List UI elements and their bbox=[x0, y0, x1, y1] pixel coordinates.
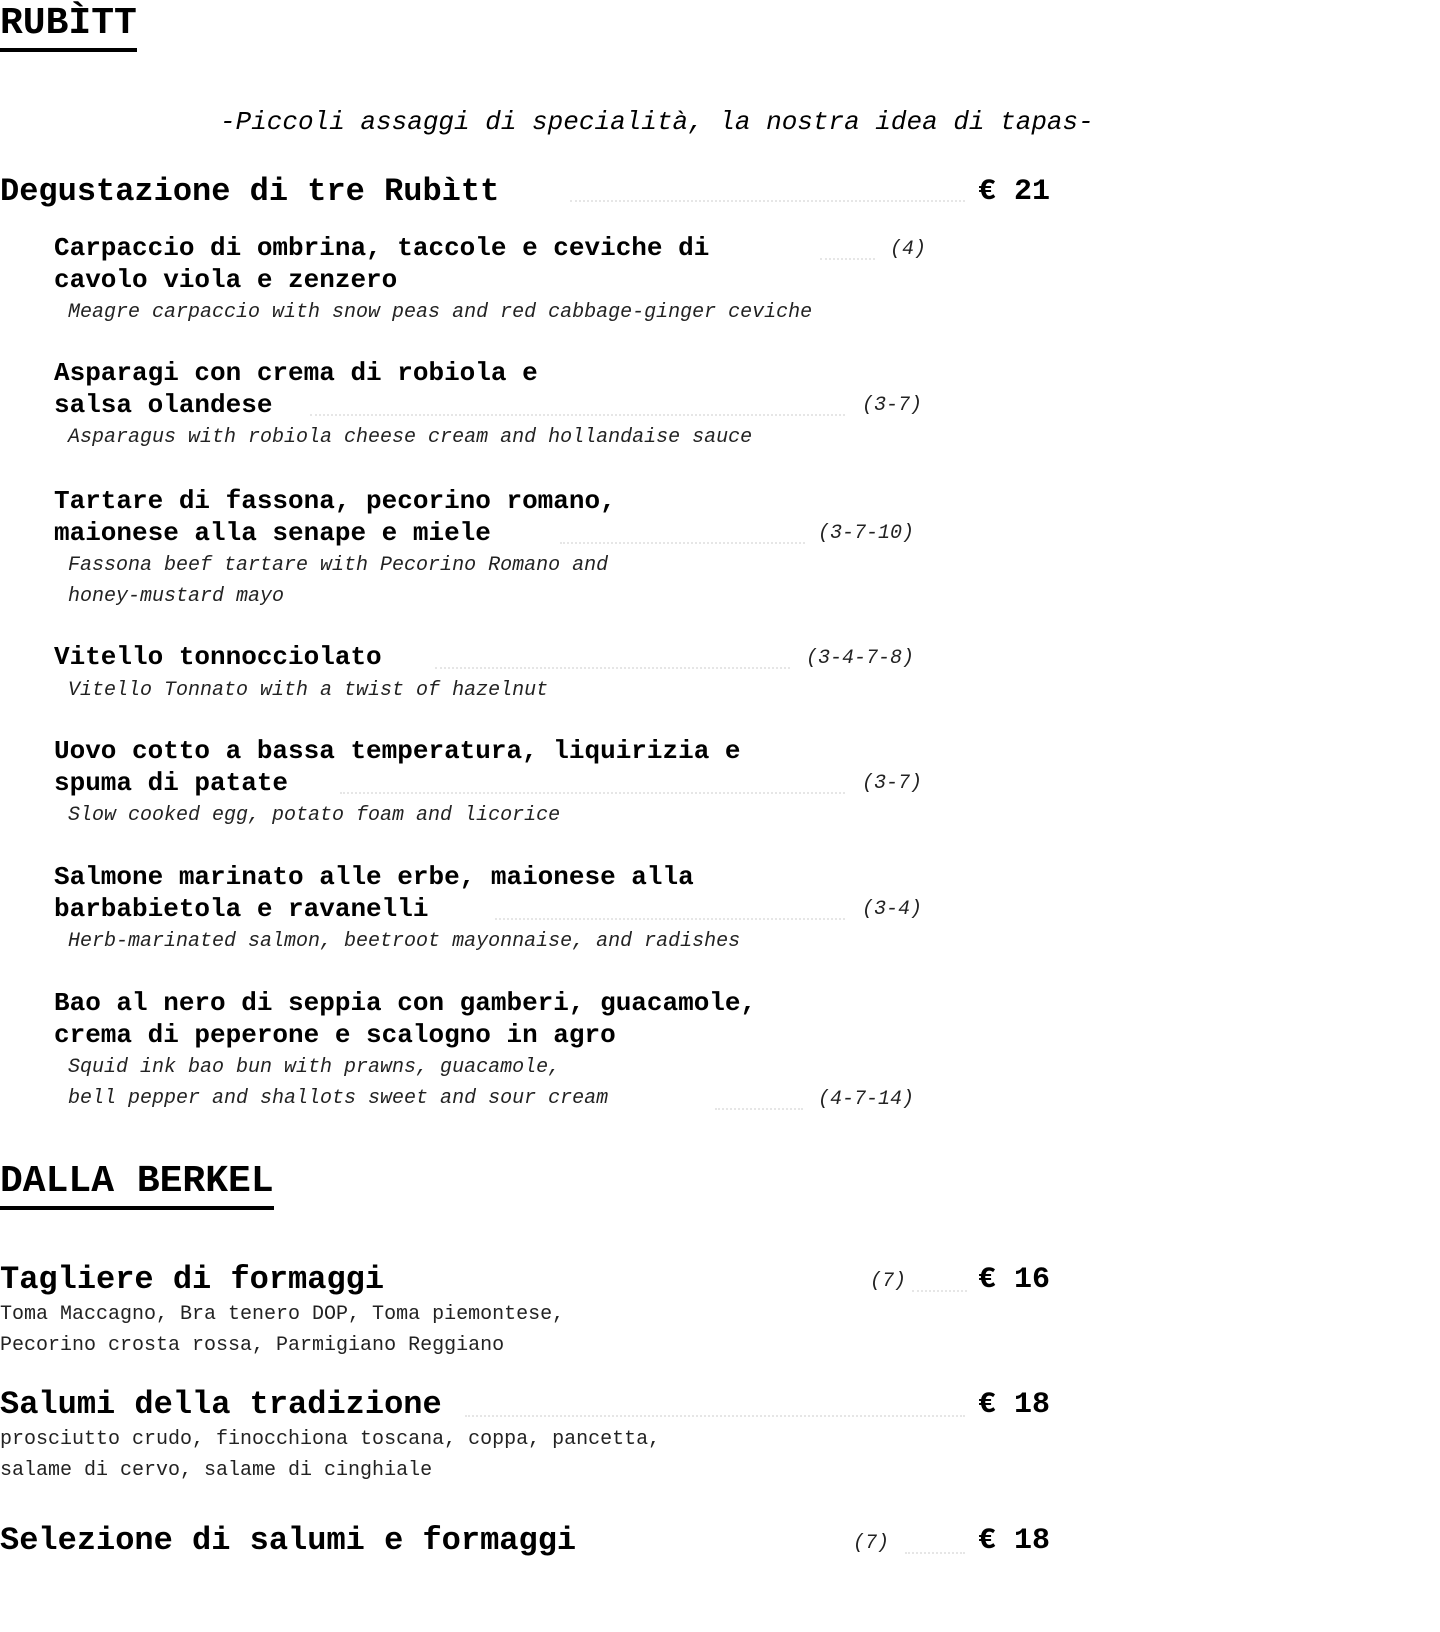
dot-leader bbox=[905, 1552, 965, 1554]
dish-name: barbabietola e ravanelli bbox=[54, 894, 429, 924]
dish-allergens: (3-7) bbox=[862, 772, 923, 795]
dish-allergens: (4-7-14) bbox=[818, 1088, 915, 1111]
berkel-item-desc: prosciutto crudo, finocchiona toscana, coppa, pancetta, bbox=[0, 1428, 661, 1451]
dish-english: Slow cooked egg, potato foam and licorice bbox=[68, 804, 561, 827]
dish-english: Herb-marinated salmon, beetroot mayonnaise, and radishes bbox=[68, 930, 741, 953]
dish-allergens: (3-4-7-8) bbox=[806, 647, 915, 670]
dish-english: bell pepper and shallots sweet and sour cream bbox=[68, 1087, 609, 1110]
dish-allergens: (3-7-10) bbox=[818, 522, 915, 545]
dish-name: salsa olandese bbox=[54, 390, 273, 420]
tasting-title: Degustazione di tre Rubìtt bbox=[0, 173, 500, 210]
dish-allergens: (3-7) bbox=[862, 394, 923, 417]
berkel-item-allergens: (7) bbox=[853, 1532, 890, 1555]
dish-english: Squid ink bao bun with prawns, guacamole, bbox=[68, 1056, 561, 1079]
dot-leader bbox=[465, 1415, 965, 1417]
berkel-item-name: Selezione di salumi e formaggi bbox=[0, 1522, 577, 1559]
dot-leader bbox=[495, 918, 845, 920]
dish-name: Uovo cotto a bassa temperatura, liquirizia e bbox=[54, 736, 741, 766]
dot-leader bbox=[912, 1290, 967, 1292]
dish-name: spuma di patate bbox=[54, 768, 289, 798]
dot-leader bbox=[715, 1108, 803, 1110]
berkel-item-price: € 16 bbox=[978, 1263, 1051, 1297]
dish-allergens: (4) bbox=[890, 238, 927, 261]
dish-name: Asparagi con crema di robiola e bbox=[54, 358, 538, 388]
dish-name: Vitello tonnocciolato bbox=[54, 642, 382, 672]
dot-leader bbox=[820, 258, 875, 260]
berkel-item-desc: salame di cervo, salame di cinghiale bbox=[0, 1459, 433, 1482]
dish-name: Tartare di fassona, pecorino romano, bbox=[54, 486, 616, 516]
dot-leader bbox=[340, 792, 845, 794]
dish-allergens: (3-4) bbox=[862, 898, 923, 921]
berkel-item-name: Tagliere di formaggi bbox=[0, 1261, 385, 1298]
dot-leader bbox=[310, 414, 845, 416]
berkel-item-name: Salumi della tradizione bbox=[0, 1386, 442, 1423]
berkel-item-allergens: (7) bbox=[870, 1270, 907, 1293]
dish-name: Salmone marinato alle erbe, maionese alla bbox=[54, 862, 694, 892]
dish-name: maionese alla senape e miele bbox=[54, 518, 491, 548]
section-title-rubitt: RUBÌTT bbox=[0, 2, 137, 52]
dish-name: cavolo viola e zenzero bbox=[54, 265, 398, 295]
berkel-item-desc: Toma Maccagno, Bra tenero DOP, Toma piemontese, bbox=[0, 1303, 565, 1326]
berkel-item-price: € 18 bbox=[978, 1388, 1051, 1422]
dish-english: Meagre carpaccio with snow peas and red cabbage-ginger ceviche bbox=[68, 301, 813, 324]
dish-english: Asparagus with robiola cheese cream and hollandaise sauce bbox=[68, 426, 753, 449]
section-title-berkel: DALLA BERKEL bbox=[0, 1160, 274, 1210]
dish-name: Bao al nero di seppia con gamberi, guacamole, bbox=[54, 988, 757, 1018]
dish-name: crema di peperone e scalogno in agro bbox=[54, 1020, 616, 1050]
dot-leader bbox=[435, 667, 790, 669]
section-subtitle: -Piccoli assaggi di specialità, la nostra idea di tapas- bbox=[220, 107, 1094, 137]
dot-leader bbox=[570, 200, 965, 202]
dish-english: Fassona beef tartare with Pecorino Romano and bbox=[68, 554, 609, 577]
dish-english: honey-mustard mayo bbox=[68, 585, 285, 608]
dot-leader bbox=[560, 542, 805, 544]
berkel-item-desc: Pecorino crosta rossa, Parmigiano Reggiano bbox=[0, 1334, 505, 1357]
berkel-item-price: € 18 bbox=[978, 1524, 1051, 1558]
dish-english: Vitello Tonnato with a twist of hazelnut bbox=[68, 679, 549, 702]
tasting-price: € 21 bbox=[978, 175, 1051, 209]
dish-name: Carpaccio di ombrina, taccole e ceviche di bbox=[54, 233, 710, 263]
